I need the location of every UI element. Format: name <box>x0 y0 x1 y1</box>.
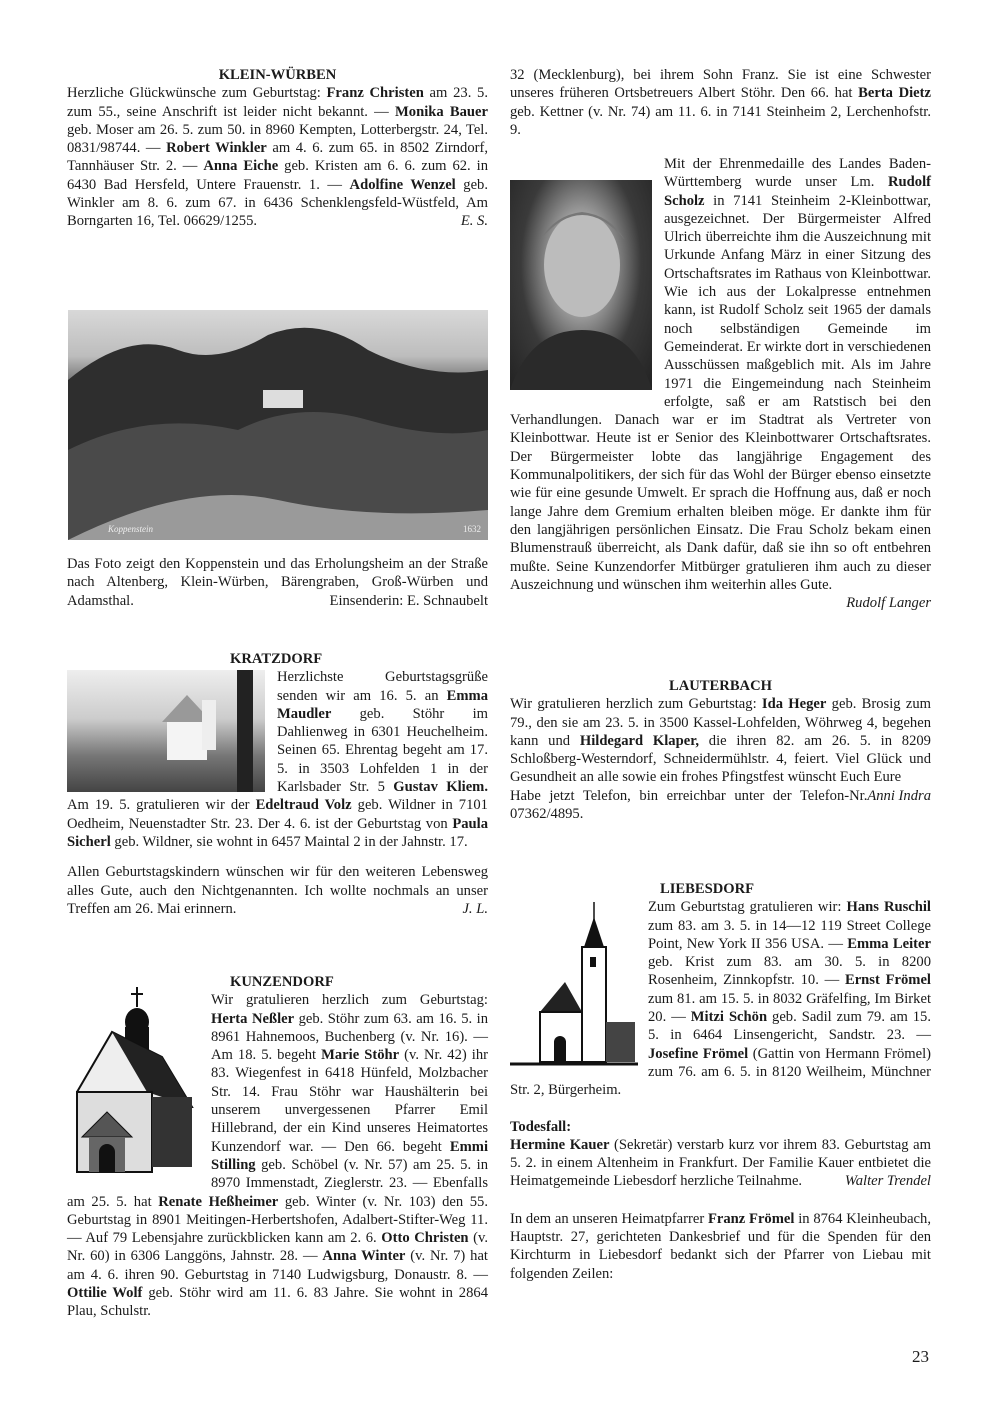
person-name: Emmi Stilling <box>211 1138 488 1173</box>
text-run: geb. Stöhr wird am 11. 6. 83 Jahre. Sie wohnt in 2864 Plau, Schulstr. <box>67 1285 488 1320</box>
person-name: Rudolf Scholz <box>664 174 931 209</box>
person-name: Renate Heßheimer <box>158 1193 279 1210</box>
text-run: geb. Stöhr zum 63. am 16. 5. in 8961 Hahnemoos, Buchenberg (v. Nr. 16). — Am 18. 5. begeht <box>211 1010 488 1064</box>
person-name: Edeltraud Volz <box>255 797 352 814</box>
liebesdorf-church-drawing <box>510 902 638 1067</box>
person-name: Ottilie Wolf <box>67 1285 143 1302</box>
signature: Anni Indra <box>867 787 931 804</box>
text-run: (v. Nr. 60) in 6306 Langgöns, Jahnstr. 28. — <box>67 1230 488 1265</box>
text-run: Mit der Ehrenmedaille des Landes Baden-Württemberg wurde unser Lm. <box>664 156 931 191</box>
kunzendorf-section <box>67 973 488 1321</box>
text-run: geb. Schöbel (v. Nr. 57) am 25. 5. in 8970 Immenstadt, Zieglerstr. 23. — Ebenfalls am 25. 5. hat <box>67 1156 488 1210</box>
signature: Walter Trendel <box>844 1173 931 1190</box>
page-number: 23 <box>912 1347 929 1366</box>
rudolf-scholz-portrait <box>510 180 652 390</box>
person-name: Paula Sicherl <box>67 815 488 850</box>
lauterbach-section <box>510 677 931 823</box>
person-name: Ernst Frömel <box>844 972 931 989</box>
death-heading-label: Todesfall: <box>510 1118 572 1135</box>
text-run: (v. Nr. 42) ihr 83. Wiegenfest in 6418 Hünfeld, Molzbacher Str. 14. Frau Stöhr war Haushälterin bei unserem unvergessenen Pfarrer Emil Hillebrand, der ein Kind unseres Heimatortes Kunzendorf war. — Den 66. begeht <box>211 1047 488 1155</box>
text-run: geb. Wildner, sie wohnt in 6457 Maintal 2 in der Jahnstr. 17. <box>110 833 468 850</box>
text-run: am 4. 6. zum 65. in 8502 Zirndorf, Tannhäuser Str. 2. — <box>67 140 489 175</box>
text-run: geb. Winter (v. Nr. 103) den 55. Geburtstag in 8901 Meitingen-Herbertshofen, Adalbert-Stifter-Weg 11. — Auf 79 Lebensjahre zurückblicken kann am 2. 6. <box>67 1193 488 1247</box>
person-name: Emma Leiter <box>847 935 931 952</box>
text-run: die ihren 82. am 26. 5. in 8209 Schloßberg-Westerndorf, Schneidermühlstr. 4, feiert. Viel Glück und Gesundheit an alle sowie ein frohes Pfingstfest wünscht Euch Eure <box>510 732 931 786</box>
text-run: Allen Geburtstagskindern wünschen wir für den weiteren Lebensweg alles Gute, auch den Nichtgenannten. Ich wollte nochmals an unser Treffen am 26. Mai erinnern. <box>67 864 488 917</box>
text-run: (v. Nr. 7) hat am 4. 6. ihren 90. Geburtstag in 7140 Ludwigsburg, Donaustr. 8. — <box>67 1248 488 1283</box>
text-run: Wir gratulieren herzlich zum Geburtstag: <box>211 992 488 1009</box>
text-run: am 23. 5. zum 55., seine Anschrift ist leider nicht bekannt. — <box>67 85 488 120</box>
person-name: Berta Dietz <box>858 85 932 102</box>
photo-caption-block <box>67 555 488 610</box>
left-column <box>67 66 488 231</box>
person-name: Robert Winkler <box>166 140 267 157</box>
person-name: Franz Christen <box>326 85 424 102</box>
signature: Einsenderin: E. Schnaubelt <box>329 592 488 609</box>
text-run: Wir gratulieren herzlich zum Geburtstag: <box>510 696 762 713</box>
scholz-signature: Rudolf Langer <box>846 595 931 612</box>
signature: J. L. <box>462 900 488 917</box>
text-run: zum 81. am 15. 5. in 8032 Gräfelfing, Im Birket 20. — <box>648 990 931 1026</box>
text-run: geb. Kristen am 6. 6. zum 62. in 6430 Bad Hersfeld, Untere Frauenstr. 1. — <box>67 158 489 193</box>
person-name: Hans Ruschil <box>846 899 931 916</box>
signature: E. S. <box>460 213 488 230</box>
section-heading-klein-wuerben: KLEIN-WÜRBEN <box>218 67 337 83</box>
person-name: Monika Bauer <box>395 103 489 120</box>
text-run: zum 83. am 3. 5. in 14—12 119 Street College Point, New York II 356 USA. — <box>648 917 931 952</box>
person-name: Josefine Frömel <box>648 1045 749 1062</box>
text-run: Herzlichste Geburtstagsgrüße senden wir am 16. 5. an <box>277 669 488 704</box>
person-name: Emma Maudler <box>277 687 488 722</box>
section-heading-kunzendorf: KUNZENDORF <box>230 974 334 990</box>
person-name: Anna Eiche <box>203 158 279 175</box>
koppenstein-photo <box>68 310 488 540</box>
person-name: Hildegard Klaper, <box>579 732 699 749</box>
photo-label: Koppenstein <box>108 524 153 534</box>
person-name: Mitzi Schön <box>690 1009 768 1026</box>
text-run: geb. Krist zum 83. am 30. 5. in 8200 Rosenheim, Zinnkopfstr. 10. — <box>648 954 931 989</box>
closing-text <box>510 1210 931 1283</box>
person-name: Anna Winter <box>322 1248 406 1265</box>
kratzdorf-closing <box>67 863 488 918</box>
klein-wuerben-text <box>67 84 488 230</box>
death-heading <box>510 1118 931 1136</box>
text-run: (Sekretär) verstarb kurz vor ihrem 83. Geburtstag am 5. 2. in einem Altenheim in Frankfurt. Der Familie Kauer entbietet die Heimatgemeinde Liebesdorf herzliche Teilnahme. <box>510 1136 931 1190</box>
text-run: geb. Kettner (v. Nr. 74) am 11. 6. in 7141 Steinheim 2, Lerchenhofstr. 9. <box>510 103 931 138</box>
lauterbach-text <box>510 695 931 804</box>
text-run: (Gattin von Hermann Frömel) zum 76. am 6. 5. in 8120 Weilheim, Münchner Str. 2, Bürgerheim. <box>510 1045 931 1099</box>
text-run: geb. Stöhr im Dahlienweg in 6301 Heuchelheim. Seinen 65. Ehrentag begeht am 17. 5. in 3503 Lohfelden 1 in der Karlsbader Str. 5 <box>277 705 488 796</box>
photo-caption <box>67 555 488 610</box>
kratzdorf-section <box>67 650 488 918</box>
text-run: in 7141 Steinheim 2-Kleinbottwar, ausgezeichnet. Der Bürgermeister Alfred Ulrich überreichte ihm die Auszeichnung mit Urkunde Anfang März in einer Sitzung des Ortschaftsrates im Rathaus von Kleinbottwar. Wie ich aus der Lokalpresse entnehmen kann, ist Rudolf Scholz seit 1965 der damals noch selbständigen Gemeinde im Gemeinderat. Er wirkte dort in verschiedenen Ausschüssen maßgeblich mit. Als im Jahre 1971 die Eingemeindung nach Steinheim erfolgte, saß er am Ratstisch bei den Verhandlungen. Danach war er im Stadtrat als Vertreter von Kleinbottwar. Heute ist er Senior des Kleinbottwarer Ortschaftsrates. Der Bürgermeister lobte das langjährige Engagement des Kommunalpolitikers, der sich für das Wohl der Bürger ebenso einsetzte wie für eine gesunde Umwelt. Er sprach die Hoffnung aus, daß er noch lange Jahre dem Gremium erhalten bleiben möge. Er dankte ihm für den langjährigen persönlichen Einsatz. Die Frau Scholz bekam einen Blumenstrauß überreicht, als Dank dafür, daß sie ihn so oft entbehren mußte. Seine Kunzendorfer Mitbürger gratulieren ihm auch zu dieser Auszeichnung und wünschen ihm weiterhin alles Gute. <box>510 192 931 593</box>
text-run: Zum Geburtstag gratulieren wir: <box>648 899 847 916</box>
continued-text <box>510 66 931 139</box>
kratzdorf-church-photo <box>67 670 265 792</box>
text-run: in 8764 Kleinheubach, Hauptstr. 27, gerichteten Dankesbrief und für die Spenden für den Kirchturm in Liebesdorf bedankt sich der Pfarrer von Liebau mit folgenden Zeilen: <box>510 1210 931 1282</box>
person-name: Herta Neßler <box>211 1010 295 1027</box>
kunzendorf-church-drawing <box>67 987 201 1177</box>
person-name: Gustav Kliem. <box>393 779 488 796</box>
text-run: geb. Brosig zum 79., den sie am 23. 5. in 3500 Kassel-Lohfelden, Wöhrweg 4, begehen kann und <box>510 696 931 749</box>
scholz-section <box>510 155 931 612</box>
photo-number: 1632 <box>463 524 481 534</box>
section-heading-kratzdorf: KRATZDORF <box>230 651 323 667</box>
right-column-top <box>510 66 931 139</box>
death-notice <box>510 1136 931 1191</box>
section-heading-liebesdorf: LIEBESDORF <box>660 881 755 897</box>
person-name: Franz Frömel <box>707 1210 795 1227</box>
text-run: geb. Sadil zum 79. am 15. 5. in 6464 Linsengericht, Sandstr. 23. — <box>648 1009 931 1044</box>
text-run: Herzliche Glückwünsche zum Geburtstag: <box>67 85 327 102</box>
person-name: Ida Heger <box>761 696 827 713</box>
text-run: Das Foto zeigt den Koppenstein und das Erholungsheim an der Straße nach Altenberg, Klein-Würben, Bärengraben, Groß-Würben und Adamsthal. <box>67 556 488 609</box>
text-run: Habe jetzt Telefon, bin erreichbar unter der Telefon-Nr. 07362/4895. <box>510 787 868 823</box>
text-run: 32 (Mecklenburg), bei ihrem Sohn Franz. Sie ist eine Schwester unseres früheren Ortsbetreuers Albert Stöhr. Den 66. hat <box>510 67 931 102</box>
text-run: geb. Moser am 26. 5. zum 50. in 8960 Kempten, Lotterbergstr. 24, Tel. 0831/98744. — <box>67 121 488 157</box>
liebesdorf-section <box>510 880 931 1283</box>
person-name: Otto Christen <box>381 1230 469 1247</box>
text-run: In dem an unseren Heimatpfarrer <box>510 1210 708 1227</box>
text-run: geb. Wildner in 7101 Oedheim, Neuenstadter Str. 23. Der 4. 6. ist der Geburtstag von <box>67 797 488 832</box>
section-heading-lauterbach: LAUTERBACH <box>669 678 772 694</box>
person-name: Adolfine Wenzel <box>349 176 456 193</box>
text-run: Am 19. 5. gratulieren wir der <box>67 797 256 814</box>
person-name: Hermine Kauer <box>510 1136 610 1153</box>
text-run: geb. Winkler am 8. 6. zum 67. in 6436 Schenklengsfeld-Wüstfeld, Am Borngarten 16, Tel. 06629/1255. <box>67 176 488 230</box>
person-name: Marie Stöhr <box>321 1047 400 1064</box>
